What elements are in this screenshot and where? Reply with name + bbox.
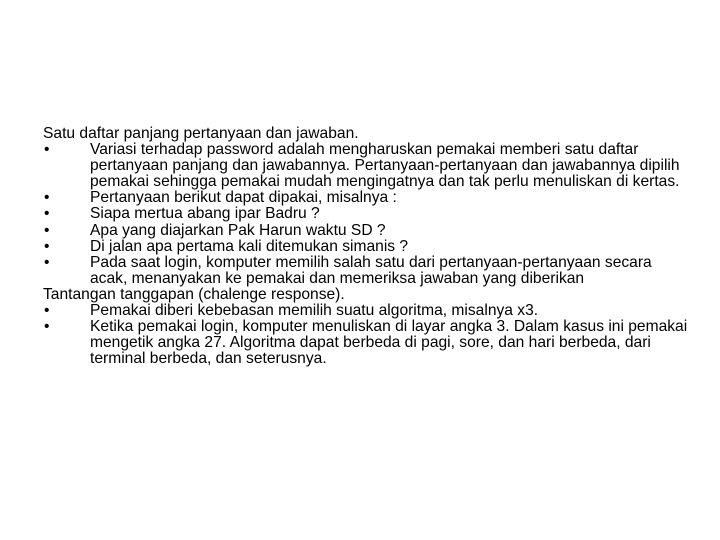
list-item (43, 223, 693, 239)
list-item-text: Pertanyaan berikut dapat dipakai, misalnya : (90, 189, 397, 207)
list-item (43, 319, 693, 367)
list-item-text: Siapa mertua abang ipar Badru ? (90, 205, 320, 223)
list-item-text: Pada saat login, komputer memilih salah satu dari pertanyaan-pertanyaan secara acak, menanyakan ke pemakai dan memeriksa jawaban yang diberikan (90, 253, 652, 287)
bullet-icon: • (44, 302, 50, 320)
bullet-icon: • (44, 141, 50, 159)
list-item-text: Di jalan apa pertama kali ditemukan simanis ? (90, 237, 409, 255)
list-item (43, 206, 693, 222)
list-item-text: Apa yang diajarkan Pak Harun waktu SD ? (90, 221, 386, 239)
list-item (43, 303, 693, 319)
list-item (43, 190, 693, 206)
list-item-text: Pemakai diberi kebebasan memilih suatu algoritma, misalnya x3. (90, 302, 539, 320)
section-heading-challenge-response: Tantangan tanggapan (chalenge response). (43, 285, 345, 303)
bullet-icon: • (44, 253, 50, 271)
bullet-icon: • (44, 189, 50, 207)
bullet-icon: • (44, 205, 50, 223)
list-item (43, 239, 693, 255)
section-heading-passphrase: Satu daftar panjang pertanyaan dan jawaban. (43, 125, 359, 142)
bullet-icon: • (44, 221, 50, 239)
list-item (43, 255, 693, 287)
list-item (43, 142, 693, 190)
list-item-text: Variasi terhadap password adalah mengharuskan pemakai memberi satu daftar pertanyaan panjang dan jawabannya. Pertanyaan-pertanyaan dan jawabannya dipilih pemakai sehingga pemakai mudah mengingatnya dan tak perlu menuliskan di kertas. (90, 141, 680, 191)
bullet-icon: • (44, 318, 50, 336)
list-item-text: Ketika pemakai login, komputer menuliskan di layar angka 3. Dalam kasus ini pemakai mengetik angka 27. Algoritma dapat berbeda di pagi, sore, dan hari berbeda, dari terminal berbeda, dan seterusnya. (90, 318, 688, 368)
bullet-icon: • (44, 237, 50, 255)
slide-body (43, 126, 693, 367)
